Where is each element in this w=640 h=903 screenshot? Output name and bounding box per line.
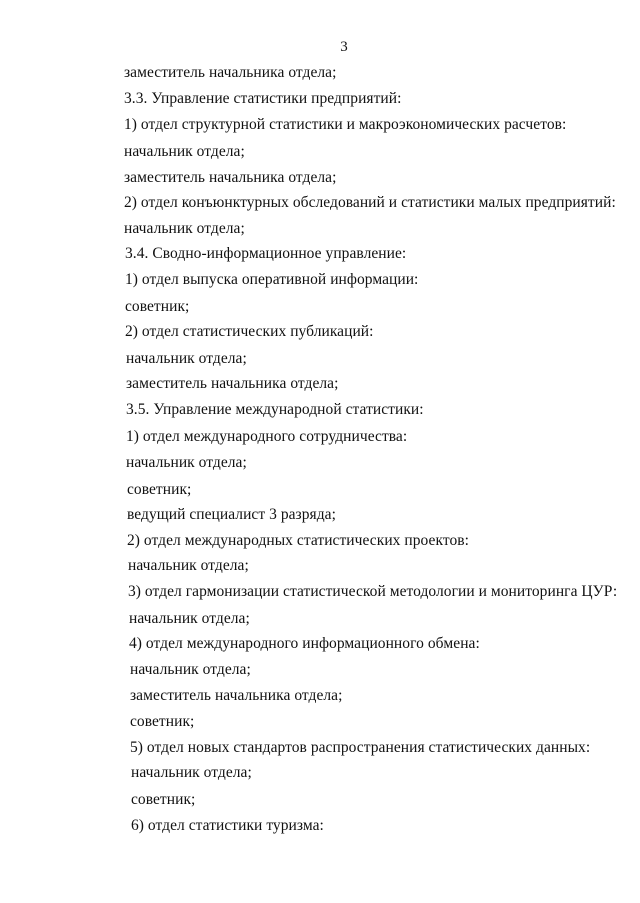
text-line: 4) отдел международного информационного обмена:	[129, 635, 480, 652]
text-line: начальник отдела;	[124, 143, 245, 160]
text-line: 3.3. Управление статистики предприятий:	[124, 90, 402, 107]
text-line: начальник отдела;	[129, 610, 250, 627]
text-line: 1) отдел выпуска оперативной информации:	[125, 271, 419, 288]
text-line: начальник отдела;	[126, 350, 247, 367]
text-line: 1) отдел структурной статистики и макроэкономических расчетов:	[124, 116, 567, 133]
text-line: 6) отдел статистики туризма:	[131, 817, 324, 834]
text-line: 2) отдел международных статистических проектов:	[127, 532, 469, 549]
text-line: начальник отдела;	[128, 557, 249, 574]
text-line: начальник отдела;	[131, 764, 252, 781]
text-line: 3) отдел гармонизации статистической методологии и мониторинга ЦУР:	[128, 583, 618, 600]
text-line: советник;	[125, 298, 190, 315]
text-line: заместитель начальника отдела;	[124, 64, 337, 81]
text-line: 2) отдел статистических публикаций:	[125, 323, 374, 340]
text-line: заместитель начальника отдела;	[126, 375, 339, 392]
text-line: 1) отдел международного сотрудничества:	[126, 428, 408, 445]
text-line: начальник отдела;	[130, 661, 251, 678]
text-line: советник;	[131, 791, 196, 808]
text-line: заместитель начальника отдела;	[124, 169, 337, 186]
text-line: 3.5. Управление международной статистики:	[126, 401, 424, 418]
text-line: заместитель начальника отдела;	[130, 687, 343, 704]
text-line: начальник отдела;	[124, 220, 245, 237]
text-line: 5) отдел новых стандартов распространения статистических данных:	[130, 739, 591, 756]
page-number: 3	[340, 39, 348, 55]
text-line: 2) отдел конъюнктурных обследований и статистики малых предприятий:	[124, 194, 616, 211]
text-line: начальник отдела;	[126, 454, 247, 471]
text-line: ведущий специалист 3 разряда;	[127, 506, 336, 523]
text-line: советник;	[130, 713, 195, 730]
text-line: советник;	[127, 481, 192, 498]
text-line: 3.4. Сводно-информационное управление:	[125, 245, 407, 262]
